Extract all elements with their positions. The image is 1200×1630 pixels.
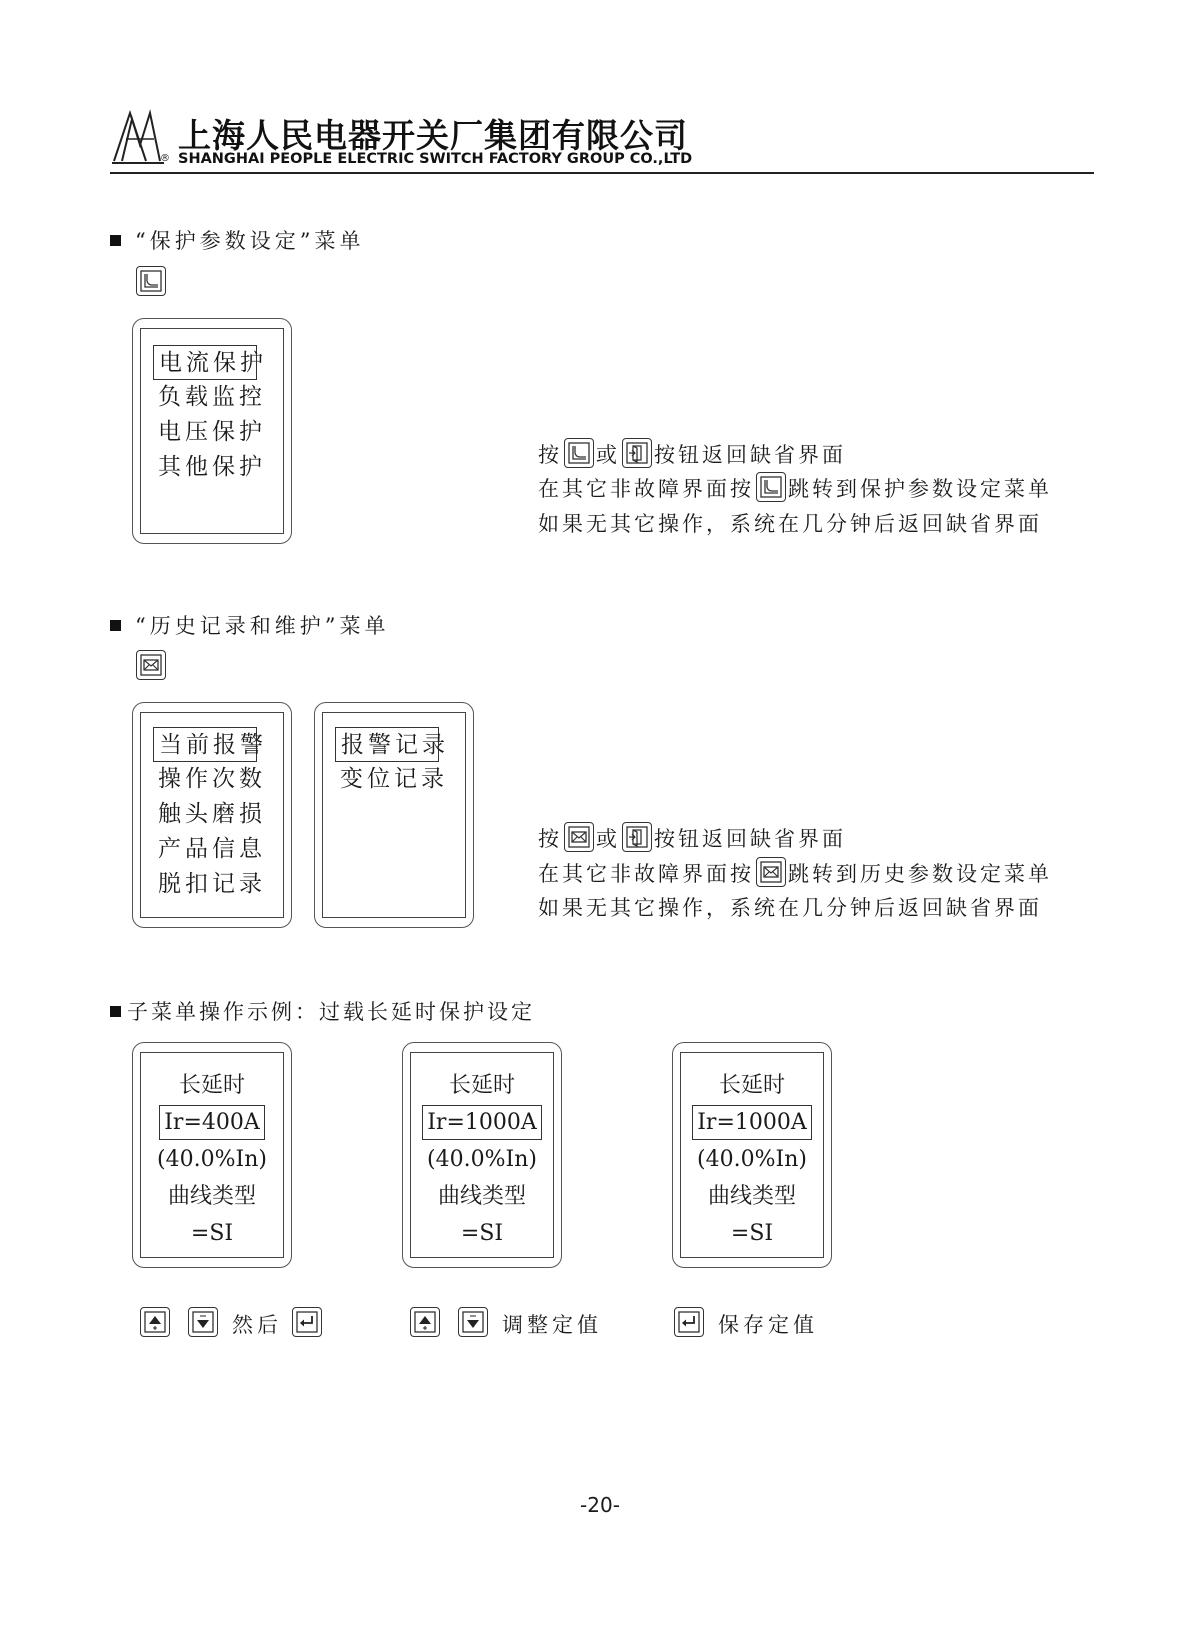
up-key-icon[interactable] bbox=[140, 1307, 170, 1337]
op-then-label: 然后 bbox=[232, 1313, 282, 1337]
history-note-line-3: 如果无其它操作，系统在几分钟后返回缺省界面 bbox=[538, 896, 1042, 920]
menu-item-current-alarm[interactable]: 当前报警 bbox=[153, 727, 257, 762]
op-adjust-label: 调整定值 bbox=[502, 1313, 602, 1337]
down-key-icon[interactable] bbox=[458, 1307, 488, 1337]
percent-value: (40.0%In) bbox=[697, 1147, 807, 1172]
screen-title: 长延时 bbox=[178, 1073, 245, 1098]
up-key-icon[interactable] bbox=[410, 1307, 440, 1337]
screen-2-panel bbox=[402, 1042, 562, 1268]
header-divider bbox=[110, 172, 1094, 174]
exit-key-icon bbox=[622, 438, 652, 468]
history-note-line-1: 按 或 按钮返回缺省界面 bbox=[538, 822, 846, 853]
history-note-line-2: 在其它非故障界面按 跳转到历史参数设定菜单 bbox=[538, 857, 1052, 888]
current-setting-value[interactable]: Ir=400A bbox=[159, 1105, 265, 1140]
registered-mark: ® bbox=[160, 153, 170, 164]
op-save-label: 保存定值 bbox=[718, 1313, 818, 1337]
menu-item-position-record[interactable]: 变位记录 bbox=[340, 766, 448, 792]
section-protection-title: “保护参数设定”菜单 bbox=[110, 225, 364, 255]
curve-type-label: 曲线类型 bbox=[167, 1184, 256, 1209]
protection-note-line-2: 在其它非故障界面按 跳转到保护参数设定菜单 bbox=[538, 472, 1052, 503]
percent-value: (40.0%In) bbox=[427, 1147, 537, 1172]
screen-3-panel bbox=[672, 1042, 832, 1268]
bullet-icon bbox=[110, 620, 121, 631]
menu-item-product-info[interactable]: 产品信息 bbox=[158, 836, 266, 862]
history-menu-panel bbox=[132, 702, 292, 928]
protection-note-line-1: 按 或 按钮返回缺省界面 bbox=[538, 438, 846, 469]
menu-item-voltage-protection[interactable]: 电压保护 bbox=[158, 419, 266, 445]
protection-key-icon[interactable] bbox=[136, 266, 166, 296]
curve-key-icon bbox=[756, 472, 786, 502]
section-history-title: “历史记录和维护”菜单 bbox=[110, 610, 389, 640]
current-setting-value[interactable]: Ir=1000A bbox=[422, 1105, 542, 1140]
curve-type-value: =SI bbox=[190, 1221, 234, 1246]
exit-key-icon bbox=[622, 822, 652, 852]
menu-item-current-protection[interactable]: 电流保护 bbox=[153, 345, 257, 380]
down-key-icon[interactable] bbox=[188, 1307, 218, 1337]
history-key-icon[interactable] bbox=[136, 650, 166, 680]
screen-1-panel bbox=[132, 1042, 292, 1268]
screen-title: 长延时 bbox=[448, 1073, 515, 1098]
curve-type-label: 曲线类型 bbox=[437, 1184, 526, 1209]
history-submenu-panel bbox=[314, 702, 474, 928]
curve-type-value: =SI bbox=[460, 1221, 504, 1246]
company-name-en: SHANGHAI PEOPLE ELECTRIC SWITCH FACTORY GROUP CO.,LTD bbox=[178, 151, 693, 167]
menu-item-trip-record[interactable]: 脱扣记录 bbox=[158, 871, 266, 897]
menu-item-load-monitor[interactable]: 负载监控 bbox=[158, 384, 266, 410]
enter-key-icon[interactable] bbox=[292, 1307, 322, 1337]
percent-value: (40.0%In) bbox=[157, 1147, 267, 1172]
company-name-cn: 上海人民电器开关厂集团有限公司 bbox=[178, 116, 688, 155]
protection-menu-panel bbox=[132, 318, 292, 544]
menu-item-other-protection[interactable]: 其他保护 bbox=[158, 454, 266, 480]
bullet-icon bbox=[110, 235, 121, 246]
menu-item-alarm-record[interactable]: 报警记录 bbox=[335, 727, 439, 762]
curve-type-value: =SI bbox=[730, 1221, 774, 1246]
section-example-title: 子菜单操作示例：过载长延时保护设定 bbox=[110, 996, 535, 1026]
bullet-icon bbox=[110, 1006, 121, 1017]
menu-item-operation-count[interactable]: 操作次数 bbox=[158, 766, 266, 792]
menu-item-contact-wear[interactable]: 触头磨损 bbox=[158, 801, 266, 827]
mail-key-icon bbox=[756, 857, 786, 887]
curve-type-label: 曲线类型 bbox=[707, 1184, 796, 1209]
curve-key-icon bbox=[564, 438, 594, 468]
protection-note-line-3: 如果无其它操作，系统在几分钟后返回缺省界面 bbox=[538, 512, 1042, 536]
page-number: -20- bbox=[580, 1493, 620, 1517]
current-setting-value[interactable]: Ir=1000A bbox=[692, 1105, 812, 1140]
enter-key-icon[interactable] bbox=[674, 1307, 704, 1337]
screen-title: 长延时 bbox=[718, 1073, 785, 1098]
mail-key-icon bbox=[564, 822, 594, 852]
